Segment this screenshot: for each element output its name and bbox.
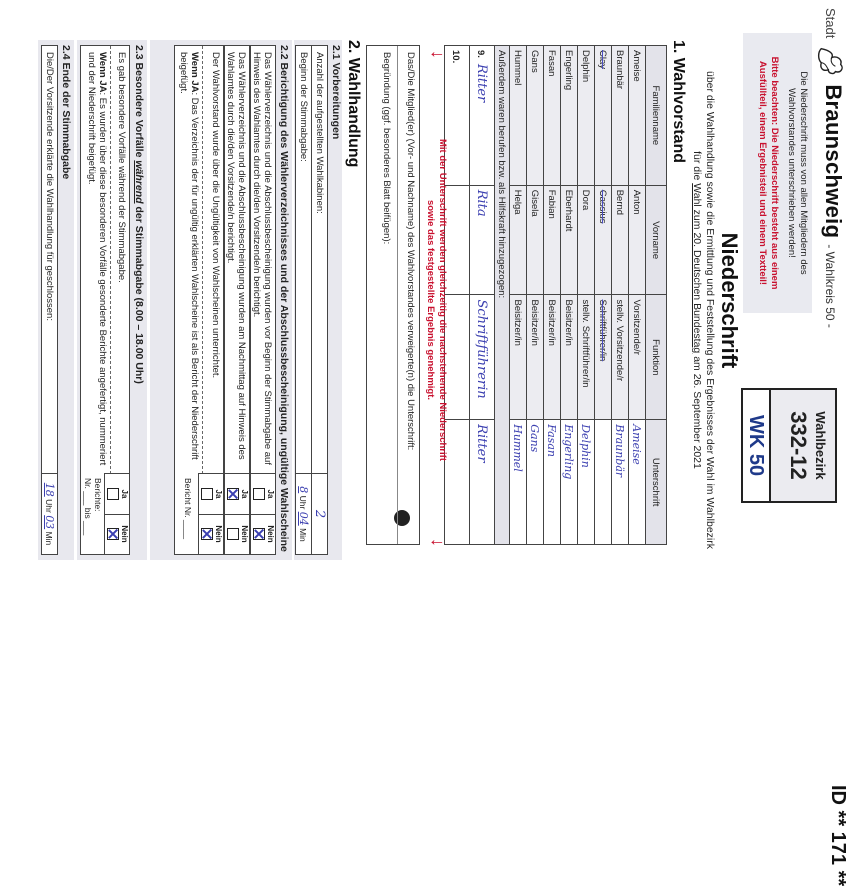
notice-line: Die Niederschrift muss von allen Mitgliedern des bbox=[798, 71, 809, 275]
column-header: Vorname bbox=[646, 185, 667, 295]
family-name: Gans bbox=[529, 50, 541, 73]
ja-label: Ja bbox=[120, 489, 129, 499]
first-name: Bernd bbox=[614, 189, 626, 216]
function: Beisitzer/in bbox=[512, 299, 524, 346]
function-cell bbox=[612, 295, 629, 420]
dashed-divider bbox=[110, 46, 111, 474]
additional-members-header bbox=[495, 46, 510, 545]
uhr-label: Uhr bbox=[298, 495, 308, 510]
family-name-cell bbox=[629, 46, 646, 186]
wenn-ja-detail: : Es wurden über diese besonderen Vorfälle gesonderte Berichte angefertigt, nummeriert und der Niederschrift beigefügt. bbox=[86, 52, 108, 466]
start-time-field[interactable] bbox=[296, 473, 311, 554]
member-row bbox=[561, 46, 578, 545]
signature: Gans bbox=[528, 424, 542, 453]
signature-cell[interactable] bbox=[629, 420, 646, 545]
member-row bbox=[612, 46, 629, 545]
signature-cell[interactable] bbox=[612, 420, 629, 545]
first-name-cell bbox=[629, 185, 646, 295]
row-number: 10. bbox=[450, 50, 462, 64]
nein-checkbox[interactable] bbox=[227, 528, 239, 540]
invalid-ballots-row bbox=[174, 45, 224, 555]
end-hour: 18 bbox=[43, 482, 56, 497]
nein-label: Nein bbox=[266, 525, 275, 543]
document-id: ID ** 171 ** bbox=[827, 785, 849, 886]
reason-label: Begründung (ggf. besonderes Blatt beifügen): bbox=[381, 52, 392, 245]
first-name-cell bbox=[510, 185, 527, 295]
start-hour: 8 bbox=[297, 486, 310, 494]
heading-emphasis: während bbox=[133, 160, 145, 204]
family-name-cell[interactable] bbox=[470, 46, 495, 186]
question-text: Das Wählerverzeichnis und die Abschlussbescheinigung wurden vor Beginn der Stimmabgabe auf Hinweis des Wahlamtes durch die/den Vorsitzende/n berichtigt. bbox=[251, 52, 273, 465]
subtitle-text: für die bbox=[691, 151, 703, 184]
section-2-4-heading: 2.4 Ende der Stimmabgabe bbox=[60, 45, 72, 180]
member-row bbox=[510, 46, 527, 545]
member-row bbox=[544, 46, 561, 545]
first-name: Anton bbox=[631, 189, 643, 215]
ja-label: Ja bbox=[214, 489, 223, 499]
wahlkreis-code: WK 50 bbox=[745, 414, 767, 477]
bericht-number[interactable]: Bericht Nr. ____ bbox=[183, 478, 193, 539]
heading-text: 2.3 Besondere Vorfälle bbox=[133, 45, 145, 161]
function: stellv. Vorsitzende/r bbox=[614, 299, 626, 382]
column-header: Familienname bbox=[646, 46, 667, 186]
first-name: Dora bbox=[580, 189, 592, 211]
signature-cell[interactable] bbox=[561, 420, 578, 545]
braunschweig-lion-logo-icon bbox=[816, 44, 846, 78]
nein-checkbox[interactable] bbox=[253, 528, 265, 540]
function-cell bbox=[578, 295, 595, 420]
berichte-range: Nr. ___ bis ___ bbox=[83, 478, 93, 536]
cabins-row bbox=[311, 45, 328, 555]
first-name-cell bbox=[578, 185, 595, 295]
wahlkreis-label: - Wahlkreis 50 - bbox=[823, 244, 837, 328]
signature-cell[interactable] bbox=[527, 420, 544, 545]
approval-note-line: Mit der Unterschrift werden gleichzeitig die nachstehende Niederschrift bbox=[437, 138, 448, 461]
berichte-field[interactable] bbox=[83, 478, 103, 550]
subtitle-date: am 26. September 2021 bbox=[691, 353, 703, 469]
family-name: Engerling bbox=[563, 50, 575, 91]
nein-label: Nein bbox=[240, 525, 249, 543]
refusal-label: Das/Die Mitglied(er) (Vor- und Nachname) des Wahlvorstandes verweigerte(n) die Unterschrift: bbox=[397, 46, 419, 544]
signature-cell[interactable] bbox=[595, 420, 612, 545]
stadt-label: Stadt bbox=[823, 8, 838, 39]
member-row bbox=[527, 46, 544, 545]
wahlbezirk-number: 332-12 bbox=[786, 411, 811, 480]
function: Schriftführer/in bbox=[597, 299, 609, 362]
wenn-ja-text bbox=[86, 52, 108, 466]
end-time-field[interactable] bbox=[42, 473, 57, 554]
notice-warning: Ausfüllteil, einem Ergebnisteil und einem Textteil! bbox=[757, 60, 768, 286]
berichte-label: Berichte: bbox=[93, 478, 103, 512]
start-minute: 04 bbox=[297, 511, 310, 526]
wahlbezirk-label: Wahlbezirk bbox=[813, 411, 828, 480]
first-name-cell bbox=[561, 185, 578, 295]
first-name-cell bbox=[544, 185, 561, 295]
approval-note-line: sowie das festgestellte Ergebnis genehmigt. bbox=[425, 199, 436, 401]
correction-before-row bbox=[250, 45, 276, 555]
first-name: Helga bbox=[512, 189, 524, 215]
signature: Ameise bbox=[630, 424, 644, 465]
function-cell bbox=[561, 295, 578, 420]
notice-line: Wahlvorstandes unterschrieben werden! bbox=[786, 88, 797, 258]
signature-cell[interactable] bbox=[510, 420, 527, 545]
subtitle-election: Wahl zum 20. Deutschen Bundestag bbox=[691, 183, 703, 354]
function-cell bbox=[510, 295, 527, 420]
ja-checkbox[interactable] bbox=[201, 488, 213, 500]
heading-text: der Stimmabgabe (8.00 – 18.00 Uhr) bbox=[133, 203, 145, 384]
ja-checkbox[interactable] bbox=[227, 488, 239, 500]
wenn-ja-text bbox=[178, 52, 200, 466]
subtitle-line: über die Wahlhandlung sowie die Ermittlung und Feststellung des Ergebnisses der Wahl im Wahlbezirk bbox=[704, 71, 716, 549]
notice-warning: Bitte beachten: Die Niederschrift besteht aus einem bbox=[769, 56, 780, 290]
member-row bbox=[595, 46, 612, 545]
signature: Fasan bbox=[545, 424, 559, 457]
approval-note bbox=[424, 70, 448, 530]
signature-notice bbox=[743, 33, 812, 313]
signature-cell[interactable] bbox=[578, 420, 595, 545]
signature: Hummel bbox=[511, 424, 525, 472]
ja-checkbox[interactable] bbox=[253, 488, 265, 500]
function-cell bbox=[527, 295, 544, 420]
wahlvorstand-table bbox=[444, 45, 667, 545]
wenn-ja-label: Wenn JA bbox=[189, 52, 200, 93]
wahlbezirk-box bbox=[741, 388, 849, 886]
signature: Ritter bbox=[474, 424, 490, 463]
question-text: Das Wählerverzeichnis und die Abschlussbescheinigung wurden am Nachmittag auf Hinweis des Wahlamtes durch die/den Vorsitzende/n berichtigt. bbox=[225, 52, 247, 460]
question-text: Es gab besondere Vorfälle während der Stimmabgabe. bbox=[116, 52, 127, 283]
end-label: Die/Der Vorsitzende erklärte die Wahlhandlung für geschlossen: bbox=[44, 52, 55, 321]
first-name-cell[interactable] bbox=[470, 185, 495, 295]
family-name-cell bbox=[510, 46, 527, 186]
family-name-cell bbox=[595, 46, 612, 186]
family-name: Braunbär bbox=[614, 50, 626, 90]
section-2-1-heading: 2.1 Vorbereitungen bbox=[330, 45, 342, 140]
family-name-cell bbox=[527, 46, 544, 186]
first-name: Eberhardt bbox=[563, 189, 575, 232]
row-number: 9. bbox=[475, 50, 487, 58]
family-name: Fasan bbox=[546, 50, 558, 77]
down-arrow-icon: ↓ bbox=[428, 538, 448, 547]
first-name-cell bbox=[595, 185, 612, 295]
member-row bbox=[629, 46, 646, 545]
function: Schriftführerin bbox=[474, 299, 490, 399]
section-2-2-heading: 2.2 Berichtigung des Wählerverzeichnisses und der Abschlussbescheinigung, ungültige Wahlscheine bbox=[278, 45, 290, 552]
signature: Braunbär bbox=[613, 424, 627, 478]
family-name: Clay bbox=[597, 50, 609, 70]
section-2-heading: 2. Wahlhandlung bbox=[345, 40, 362, 168]
family-name: Hummel bbox=[512, 50, 524, 86]
nein-checkbox[interactable] bbox=[201, 528, 213, 540]
dashed-divider bbox=[202, 46, 203, 474]
function-cell bbox=[629, 295, 646, 420]
signature-cell[interactable] bbox=[445, 420, 470, 545]
first-name: Rita bbox=[474, 189, 490, 217]
first-name-cell bbox=[612, 185, 629, 295]
correction-afternoon-row bbox=[224, 45, 250, 555]
start-label: Beginn der Stimmabgabe: bbox=[298, 52, 309, 162]
column-header: Funktion bbox=[646, 295, 667, 420]
end-minute: 03 bbox=[43, 515, 56, 530]
first-name-cell[interactable] bbox=[445, 185, 470, 295]
family-name-cell bbox=[561, 46, 578, 186]
function: Vorsitzende/r bbox=[631, 299, 643, 355]
nein-label: Nein bbox=[120, 525, 129, 543]
refusal-box bbox=[366, 45, 420, 545]
function-cell[interactable] bbox=[445, 295, 470, 420]
function: Beisitzer/in bbox=[563, 299, 575, 346]
header-line bbox=[816, 8, 846, 328]
incidents-row bbox=[80, 45, 130, 555]
first-name-cell bbox=[527, 185, 544, 295]
nein-label: Nein bbox=[214, 525, 223, 543]
signature-cell[interactable] bbox=[544, 420, 561, 545]
signature: Engerling bbox=[562, 424, 576, 480]
end-row bbox=[41, 45, 58, 555]
start-row bbox=[295, 45, 312, 555]
wenn-ja-detail: : Das Verzeichnis der für ungültig erklärten Wahlscheine ist als Bericht der Niederschrift beigefügt. bbox=[178, 52, 200, 460]
ja-label: Ja bbox=[266, 489, 275, 499]
family-name-cell[interactable] bbox=[445, 46, 470, 186]
min-label: Min bbox=[298, 528, 308, 542]
family-name-cell bbox=[544, 46, 561, 186]
city-name: Braunschweig bbox=[821, 84, 846, 239]
family-name: Delphin bbox=[580, 50, 592, 83]
down-arrow-icon: ↓ bbox=[428, 50, 448, 59]
function: Beisitzer/in bbox=[529, 299, 541, 346]
member-row bbox=[578, 46, 595, 545]
min-label: Min bbox=[44, 531, 54, 546]
signature-cell[interactable] bbox=[470, 420, 495, 545]
family-name: Ameise bbox=[631, 50, 643, 82]
section-2-3-heading bbox=[133, 45, 145, 384]
cabins-value: 2 bbox=[312, 509, 327, 519]
column-header: Unterschrift bbox=[646, 420, 667, 545]
wenn-ja-label: Wenn JA bbox=[97, 52, 108, 93]
document-title: Niederschrift bbox=[717, 232, 742, 369]
document-subtitle bbox=[690, 30, 716, 590]
subtitle-line bbox=[690, 30, 703, 590]
cabins-label: Anzahl der aufgestellten Wahlkabinen: bbox=[314, 52, 325, 214]
question-text: Der Wahlvorstand wurde über die Ungültigkeit von Wahlscheinen unterrichtet. bbox=[210, 52, 221, 379]
family-name: Ritter bbox=[474, 63, 490, 103]
signature: Delphin bbox=[579, 424, 593, 468]
family-name-cell bbox=[612, 46, 629, 186]
first-name: Gisela bbox=[529, 189, 541, 217]
function: stellv. Schriftführer/in bbox=[580, 299, 592, 388]
nein-checkbox[interactable] bbox=[107, 528, 119, 540]
ja-checkbox[interactable] bbox=[107, 488, 119, 500]
uhr-label: Uhr bbox=[44, 499, 54, 513]
first-name: Fabian bbox=[546, 189, 558, 219]
family-name-cell bbox=[578, 46, 595, 186]
ja-label: Ja bbox=[240, 489, 249, 499]
additional-member-row bbox=[470, 46, 495, 545]
function-cell[interactable] bbox=[470, 295, 495, 420]
function: Beisitzer/in bbox=[546, 299, 558, 346]
function-cell bbox=[544, 295, 561, 420]
additional-member-row bbox=[445, 46, 470, 545]
additional-members-label: Außerdem waren berufen bzw. als Hilfskraft hinzugezogen: bbox=[495, 46, 510, 545]
section-1-heading: 1. Wahlvorstand bbox=[670, 40, 687, 163]
function-cell bbox=[595, 295, 612, 420]
first-name: Cassius bbox=[597, 189, 609, 224]
cabins-field[interactable] bbox=[312, 473, 327, 554]
